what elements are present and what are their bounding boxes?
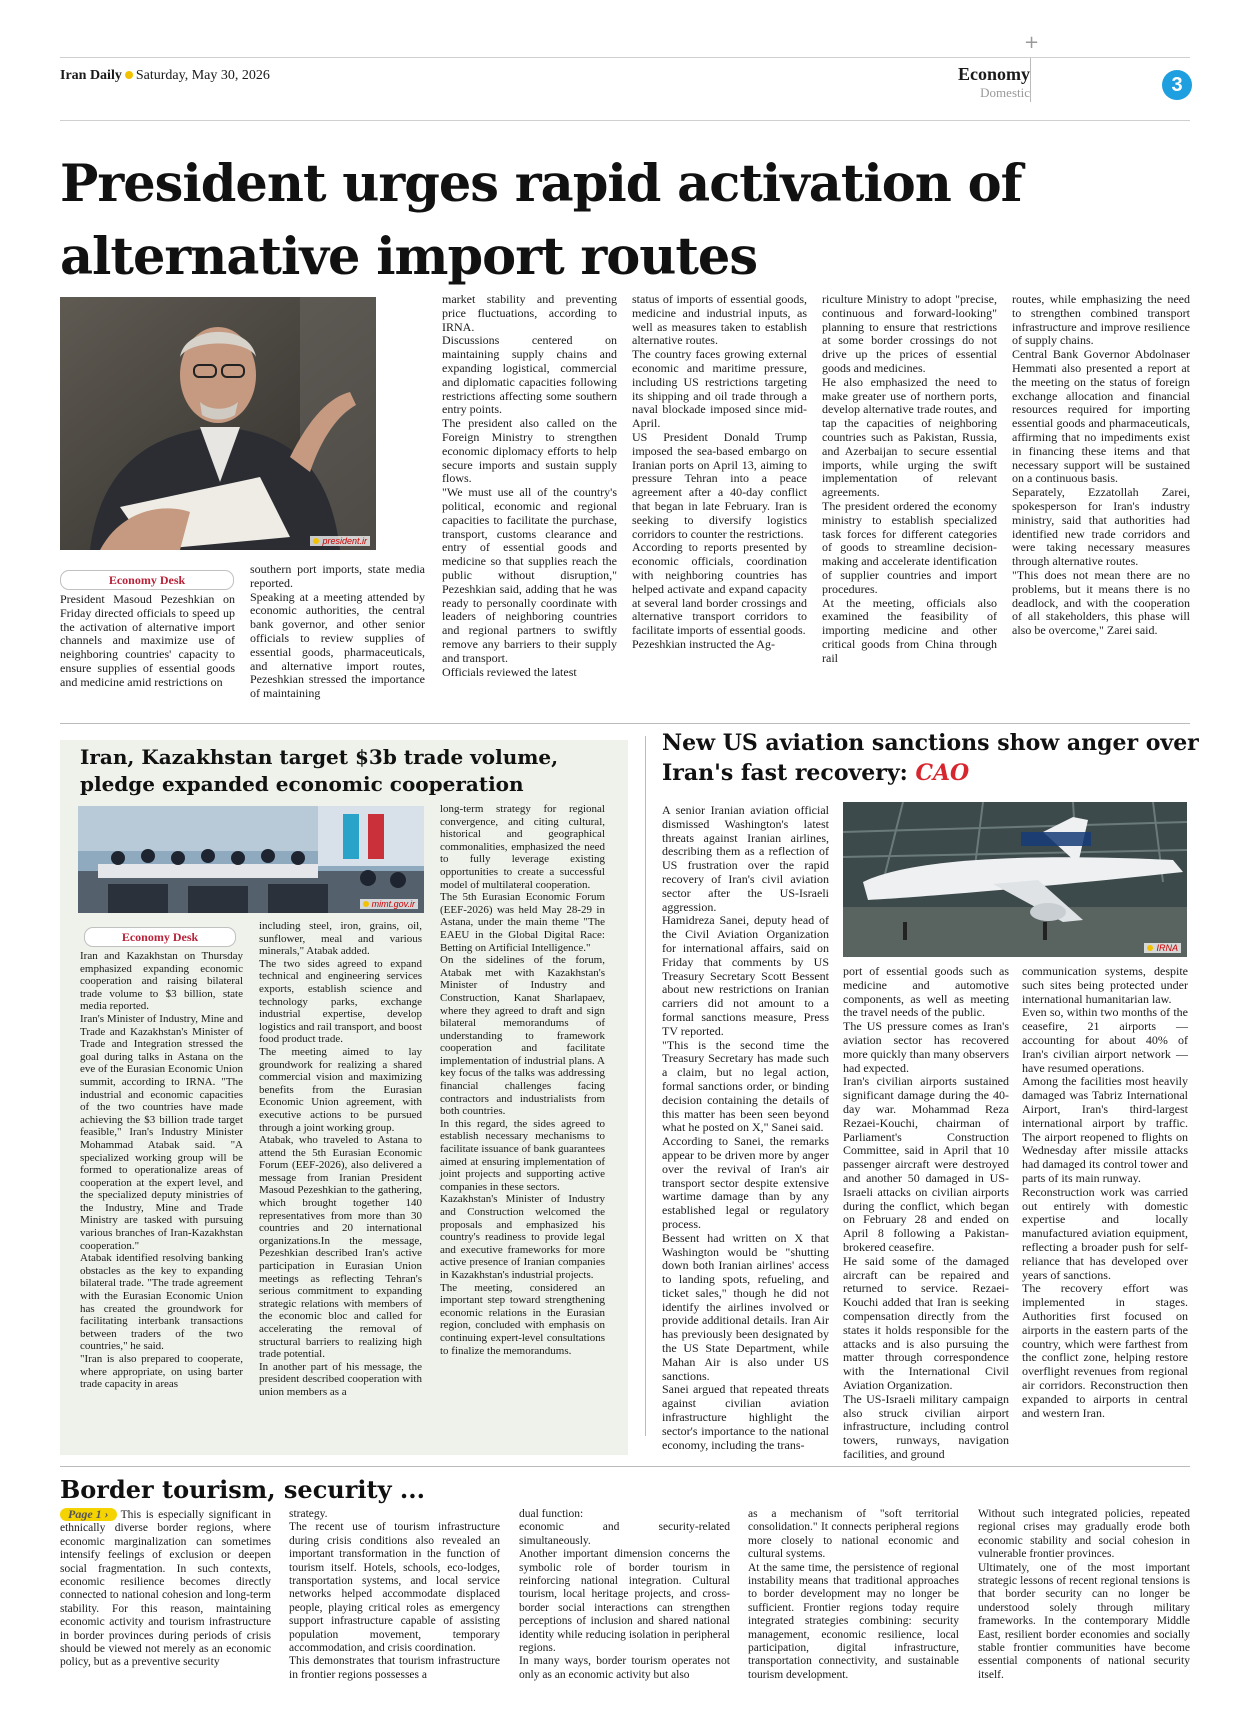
article4-col-4 [748, 1508, 959, 1682]
dot-icon [363, 901, 369, 907]
issue-date: Saturday, May 30, 2026 [135, 68, 270, 83]
article1-col-2 [250, 563, 425, 701]
pezeshkian-photo [60, 297, 376, 550]
chevron-right-icon: › [104, 1507, 109, 1521]
section-label [958, 64, 1030, 101]
article3-col-1 [662, 804, 829, 1452]
section-divider [60, 1466, 1190, 1467]
paragraph: market stability and preventing price fluctuations, according to IRNA. Discussions centered on maintaining supply chains and expanding logistical, commercial and diplomatic capacities following restrictions affecting some southern entry points. The president also called on the Foreign Ministry to strengthen economic diplomacy efforts to help secure imports and sustain supply flows. "We must use all of the country's political, economic and regional capacities to facilitate the purchase, transport, customs clearance and entry of essential goods and medicine so that supplies reach the public without disruption," Pezeshkian said, adding that he was ready to personally coordinate with leaders of neighboring countries and regional partners to swiftly remove any barriers to their supply and transport. Officials reviewed the latest [442, 292, 617, 679]
pezeshkian-illustration [60, 297, 376, 550]
paragraph: dual function: economic and security-related simultaneously. Another important dimension concerns the symbolic role of border tourism in reinforcing national integration. Cultural tourism, local heritage projects, and cross-border social interactions can strengthen perceptions of inclusion and shared national identity while reducing isolation in peripheral regions. In many ways, border tourism operates not only as an economic activity but also [519, 1508, 730, 1681]
paragraph: riculture Ministry to adopt "precise, continuous and forward-looking" planning to ensure that restrictions at some border crossings do not drive up the prices of essential goods and medicines. He also emphasized the need to make greater use of northern ports, develop alternative trade routes, and tap the capacities of neighboring countries such as Pakistan, Russia, and Azerbaijan to secure essential imports, while urging the swift implementation of relevant agreements. The president ordered the economy ministry to establish specialized task forces for different categories of goods to streamline decision-making and accelerate identification of supplier countries and import procedures. At the meeting, officials also examined the feasibility of importing medicine and other critical goods from China through rail [822, 292, 997, 665]
dot-icon [313, 538, 319, 544]
article1-col-4 [632, 293, 807, 652]
page-number-badge: 3 [1162, 70, 1192, 100]
paragraph: Page 1 › This is especially significant in ethnically diverse border regions, where economic marginalization can sometimes intensify feelings of exclusion or deepen social fragmentation. In such contexts, economic resilience becomes directly connected to national cohesion and long-term stability. For this reason, maintaining economic activity and tourism infrastructure in border provinces during periods of crisis should be viewed not merely as an economic policy, but as a preventive security [60, 1507, 271, 1669]
subsection-name: Domestic [980, 85, 1030, 100]
article1-col-6 [1012, 293, 1190, 638]
dot-icon [125, 71, 133, 79]
photo-credit: IRNA [1144, 943, 1181, 953]
photo-credit: president.ir [310, 536, 370, 546]
article3-col-3 [1022, 965, 1188, 1420]
article1-col-1 [60, 593, 235, 690]
header-bottom-rule [60, 120, 1190, 121]
headline-main: President urges rapid activation of alternative import routes [60, 154, 1022, 287]
desk-tag: Economy Desk [60, 570, 234, 590]
paper-name: Iran Daily [60, 68, 122, 83]
header-top-rule [60, 57, 1190, 58]
paragraph: strategy. The recent use of tourism infrastructure during crisis conditions also revealed an important transformation in the function of tourism itself. Hotels, schools, eco-lodges, transportation systems, and local service networks helped accommodate displaced people, playing critical roles as emergency support infrastructure capable of assisting population movement, temporary accommodation, and crisis coordination. This demonstrates that tourism infrastructure in frontier regions possesses a [289, 1508, 500, 1681]
paragraph: as a mechanism of "soft territorial consolidation." It connects peripheral regions more closely to national economic and cultural systems. At the same time, the persistence of regional instability means that traditional approaches to border development may no longer be sufficient. Frontier regions today require integrated strategies combining: security management, economic resilience, local participation, digital infrastructure, transportation connectivity, and sustainable tourism development. [748, 1508, 959, 1681]
paragraph: long-term strategy for regional convergence, and citing cultural, historical and geographical commonalities, emphasized the need to fully leverage existing opportunities to create a successful model of multilateral cooperation. The 5th Eurasian Economic Forum (EEF-2026) was held May 28-29 in Astana, under the main theme "The EAEU in the Global Digital Race: Betting on Artificial Intelligence." On the sidelines of the forum, Atabak met with Kazakhstan's Minister of Industry and Construction, Kanat Sharlapaev, where they agreed to draft and sign bilateral memorandums of understanding to framework cooperation and facilitate implementation of industrial plans. A key focus of the talks was addressing financial challenges facing contractors and industrialists from both countries. In this regard, the sides agreed to establish necessary mechanisms to facilitate issuance of bank guarantees aimed at ensuring implementation of joint projects and supporting active companies in these sectors. Kazakhstan's Minister of Industry and Construction welcomed the proposals and emphasized his country's readiness to provide legal and executive frameworks for more active presence of Iranian companies in Kazakhstan's industrial projects. The meeting, considered an important step toward strengthening economic relations in the Eurasian region, concluded with emphasis on continuing expert-level consultations to finalize the memorandums. [440, 803, 605, 1357]
desk-tag: Economy Desk [84, 927, 236, 947]
section-name: Economy [958, 64, 1030, 84]
plus-icon: + [1024, 32, 1040, 53]
aircraft-illustration [843, 802, 1187, 957]
article2-headline: Iran, Kazakhstan target $3b trade volume, pledge expanded economic cooperation [80, 745, 559, 796]
kazakhstan-meeting-photo [78, 806, 424, 913]
paragraph: southern port imports, state media reported. Speaking at a meeting attended by economic authorities, the central bank governor, and other senior officials to review supplies of essential goods, pharmaceuticals, and alternative import routes, Pezeshkian stressed the importance of maintaining [250, 562, 425, 701]
article3-col-2 [843, 965, 1009, 1462]
paragraph: A senior Iranian aviation official dismissed Washington's latest threats against Iranian airlines, describing them as a reflection of US frustration over the rapid recovery of Iran's civil aviation sector after the US-Israeli aggression. Hamidreza Sanei, deputy head of the Civil Aviation Organization for international affairs, said on Friday that comments by US Treasury Secretary Scott Bessent about new restrictions on Iranian carriers did not amount to a formal sanctions measure, Press TV reported. "This is the second time the Treasury Secretary has made such a claim, but no legal action, formal sanctions order, or binding decision containing the details of this matter has been seen beyond what he posted on X," Sanei said. According to Sanei, the remarks appear to be driven more by anger over the revival of Iran's air transport sector despite extensive wartime damage than by any established legal or regulatory process. Bessent had written on X that Washington would be "shutting down both Iranian airlines' access to landing spots, refueling, and ticket sales," though he did not identify the airlines involved or provide additional details. Iran Air has previously been designated by the US State Department, while Mahan Air is also under US sanctions. Sanei argued that repeated threats against civilian aviation infrastructure highlight the sector's importance to the national economy, including the trans- [662, 803, 829, 1452]
article4-col-2 [289, 1508, 500, 1682]
article4-col-1 [60, 1508, 271, 1670]
page-reference-link[interactable]: Page 1 › [60, 1508, 117, 1521]
iranair-hangar-photo [843, 802, 1187, 957]
paragraph: status of imports of essential goods, medicine and industrial inputs, as well as measures taken to establish alternative routes. The country faces growing external economic and maritime pressure, including US restrictions targeting its shipping and oil trade through a naval blockade imposed since mid-April. US President Donald Trump imposed the sea-based embargo on Iranian ports on April 13, aiming to pressure Tehran into a peace agreement after a 40-day conflict that began in late February. Iran is seeking to diversify logistics corridors to counter the restrictions. According to reports presented by economic officials, coordination with neighboring countries has helped activate and expand capacity at several land border crossings and alternative transport corridors to facilitate imports of essential goods. Pezeshkian instructed the Ag- [632, 292, 807, 651]
article2-col-2 [259, 920, 422, 1399]
article1-col-3 [442, 293, 617, 679]
article4-col-5 [978, 1508, 1190, 1682]
article1-col-5 [822, 293, 997, 666]
masthead [60, 68, 270, 84]
section-divider [60, 723, 1190, 724]
headline-accent: CAO [915, 760, 970, 786]
column-divider [645, 736, 646, 1436]
article2-col-1 [80, 950, 243, 1391]
paragraph: communication systems, despite such sites being protected under international humanitarian law. Even so, within two months of the ceasefire, 21 airports — accounting for about 40% of Iran's civilian airport network — have resumed operations. Among the facilities most heavily damaged was Tabriz International Airport, Iran's third-largest international airport by traffic. The airport reopened to flights on Wednesday after missile attacks had damaged its control tower and parts of its main runway. Reconstruction work was carried out entirely with domestic expertise and locally manufactured aviation equipment, reflecting a broader push for self-reliance that has developed over years of sanctions. The recovery effort was implemented in stages. Authorities first focused on airports in the eastern parts of the country, which were farthest from the conflict zone, helping restore overflight revenues from regional air corridors. Reconstruction then expanded to airports in central and western Iran. [1022, 964, 1188, 1420]
article4-col-3 [519, 1508, 730, 1682]
paragraph: Without such integrated policies, repeated regional crises may gradually erode both economic stability and social cohesion in vulnerable frontier provinces. Ultimately, one of the most important strategic lessons of recent regional tensions is that border security can no longer be understood solely through military frameworks. In the contemporary Middle East, resilient border economies and socially stable frontier communities have become essential components of national security itself. [978, 1508, 1190, 1681]
dot-icon [1147, 945, 1153, 951]
meeting-illustration [78, 806, 424, 913]
photo-credit: mimt.gov.ir [360, 899, 418, 909]
paragraph: Iran and Kazakhstan on Thursday emphasized expanding economic cooperation and raising bilateral trade volume to $3 billion, state media reported. Iran's Minister of Industry, Mine and Trade and Kazakhstan's Minister of Trade and Integration stressed the goal during talks in Astana on the eve of the Eurasian Economic Union summit, according to IRNA. "The industrial and economic capacities of the two countries have made achieving the $3 billion trade target feasible," Iran's Industry Minister Mohammad Atabak said. "A specialized working group will be formed to operationalize areas of cooperation at the expert level, and the specialized deputy ministries of the Industry, Mine and Trade Ministry are tasked with pursuing various branches of Iran-Kazakhstan cooperation." Atabak identified resolving banking obstacles as the key to expanding bilateral trade. "The trade agreement with the Eurasian Economic Union has created the groundwork for facilitating interbank transactions between traders of the two countries," he said. "Iran is also prepared to cooperate, where appropriate, on using barter trade capacity in areas [80, 950, 243, 1391]
paragraph: including steel, iron, grains, oil, sunflower, meal and various minerals," Atabak added. The two sides agreed to expand technical and engineering services exports, establish science and technology parks, exchange industrial expertise, develop logistics and rail transport, and boost food product trade. The meeting aimed to lay groundwork for realizing a shared commercial vision and maximizing benefits from the Eurasian Economic Union agreement, with executive actions to be pursued through a joint working group. Atabak, who traveled to Astana to attend the 5th Eurasian Economic Forum (EEF-2026), also delivered a message from Iranian President Masoud Pezeshkian to the gathering, which brought together 140 representatives from more than 30 countries and 20 international organizations.In the message, Pezeshkian described Iran's active participation in Eurasian Union meetings as reflecting Tehran's serious commitment to expanding strategic relations with members of the economic bloc and called for accelerating the removal of structural barriers to realizing high trade potential. In another part of his message, the president described cooperation with union members as a [259, 920, 422, 1398]
header-divider [1030, 58, 1031, 102]
article3-headline [662, 728, 1202, 788]
paragraph: routes, while emphasizing the need to strengthen combined transport infrastructure and improve resilience of supply chains. Central Bank Governor Abdolnaser Hemmati also presented a report at the meeting on the status of foreign exchange allocation and financial resources required for importing essential goods and pharmaceuticals, affirming that no impediments exist in financing these items and that necessary support will be sustained on a continuous basis. Separately, Ezzatollah Zarei, spokesperson for Iran's industry ministry, said that authorities had identified new trade corridors and were taking necessary measures through alternative routes. "This does not mean there are no problems, but it means there is no deadlock, and with the cooperation of all stakeholders, this phase will also be overcome," Zarei said. [1012, 292, 1190, 638]
article4-headline: Border tourism, security ... [60, 1475, 425, 1504]
paragraph: President Masoud Pezeshkian on Friday directed officials to speed up the activation of alternative import channels and maximize use of neighboring countries' capacity to ensure supplies of essential goods and medicine amid restrictions on [60, 592, 235, 689]
headline-text: New US aviation sanctions show anger over Iran's fast recovery: [662, 730, 1199, 786]
paragraph: port of essential goods such as medicine and automotive components, as well as meeting the travel needs of the public. The US pressure comes as Iran's aviation sector has recovered more quickly than many observers had expected. Iran's civilian airports sustained significant damage during the 40-day war. Mohammad Reza Rezaei-Kouchi, chairman of Parliament's Construction Committee, said in April that 10 passenger aircraft were destroyed and another 50 damaged in US-Israeli attacks on civilian airports during the conflict, which began on February 28 and ended on April 8 following a Pakistan-brokered ceasefire. He said some of the damaged aircraft can be repaired and returned to service. Rezaei-Kouchi added that Iran is seeking compensation directly from the states it holds responsible for the attacks and is also pursuing the matter through correspondence with the International Civil Aviation Organization. The US-Israeli military campaign also struck civilian airport infrastructure, including control towers, runways, navigation facilities, and ground [843, 964, 1009, 1461]
article2-col-3 [440, 803, 605, 1357]
